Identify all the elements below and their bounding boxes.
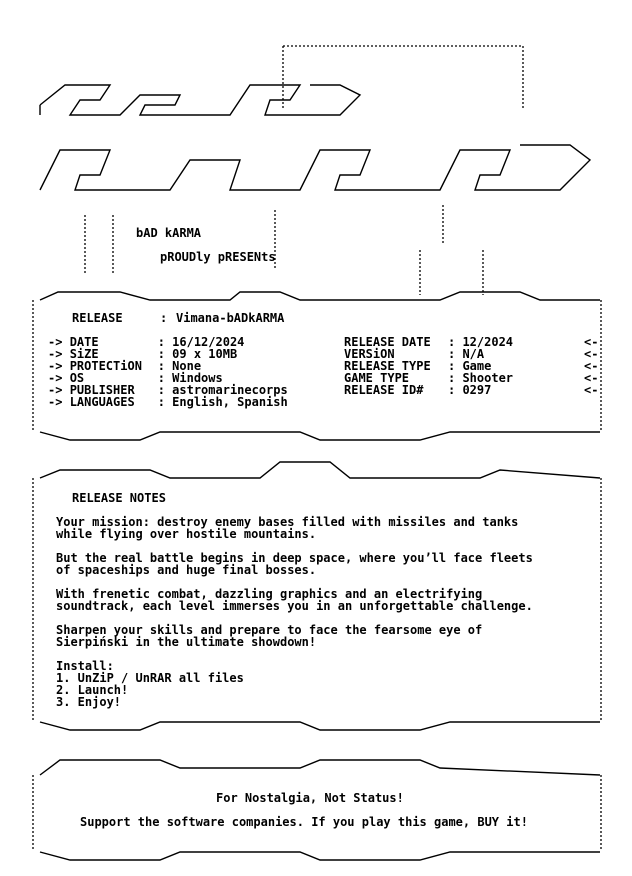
field-label: LANGUAGES [69,395,135,409]
field-value: Game [462,359,492,373]
arrow-left-icon: -> [48,371,63,385]
field-label: VERSiON [344,347,395,361]
field-label: PUBLISHER [69,383,135,397]
arrow-left-icon: -> [48,383,63,397]
field-row: -> PUBLISHER : astromarinecorps [48,383,288,397]
arrow-right-icon: <- [584,359,599,373]
release-heading-value: Vimana-bADkARMA [176,311,285,325]
release-notes-title: RELEASE NOTES [72,491,166,505]
arrow-left-icon: -> [48,335,63,349]
arrow-left-icon: -> [48,347,63,361]
field-value: N/A [462,347,485,361]
field-label: DATE [69,335,99,349]
field-label: PROTECTiON [69,359,142,373]
install-step: 1. UnZiP / UnRAR all files [56,671,244,685]
field-label: GAME TYPE [344,371,410,385]
logo-presents: pROUDly pRESENts [160,250,276,264]
notes-line: But the real battle begins in deep space, where you’ll face fleets [56,551,533,565]
notes-line: Sharpen your skills and prepare to face the fearsome eye of [56,623,483,637]
notes-line: soundtrack, each level immerses you in an unforgettable challenge. [56,599,533,613]
field-value: 12/2024 [462,335,514,349]
field-row: -> LANGUAGES : English, Spanish [48,395,288,409]
install-step: 3. Enjoy! [56,695,122,709]
field-row: -> PROTECTiON : None [48,359,202,373]
field-row: -> SiZE : 09 x 10MB [48,347,238,361]
arrow-left-icon: -> [48,395,63,409]
field-row: VERSiON : N/A [344,347,485,361]
field-row: RELEASE DATE : 12/2024 [344,335,514,349]
field-label: RELEASE TYPE [344,359,431,373]
field-row: RELEASE TYPE : Game [344,359,492,373]
notes-line: With frenetic combat, dazzling graphics and an electrifying [56,587,483,601]
field-label: SiZE [69,347,99,361]
field-row: GAME TYPE : Shooter [344,371,514,385]
field-value: Windows [172,371,223,385]
arrow-right-icon: <- [584,383,599,397]
field-value: 0297 [462,383,492,397]
notes-line: while flying over hostile mountains. [56,527,317,541]
field-row: -> DATE : 16/12/2024 [48,335,245,349]
arrow-right-icon: <- [584,347,599,361]
notes-line: Sierpiński in the ultimate showdown! [56,635,317,649]
release-heading-sep: : [160,311,168,325]
field-row: RELEASE ID# : 0297 [344,383,492,397]
field-label: RELEASE ID# [344,383,424,397]
field-label: OS [69,371,85,385]
field-value: Shooter [462,371,514,385]
arrow-right-icon: <- [584,335,599,349]
install-step: 2. Launch! [56,683,129,697]
notes-line: Your mission: destroy enemy bases filled with missiles and tanks [56,515,519,529]
footer-support: Support the software companies. If you play this game, BUY it! [80,815,528,829]
release-heading-label: RELEASE [72,311,123,325]
notes-line: of spaceships and huge final bosses. [56,563,317,577]
arrow-left-icon: -> [48,359,63,373]
logo-group-name: bAD kARMA [136,226,202,240]
field-value: 16/12/2024 [172,335,245,349]
field-value: astromarinecorps [172,383,288,397]
field-value: English, Spanish [172,395,288,409]
field-value: 09 x 10MB [172,347,238,361]
install-title: Install: [56,659,114,673]
field-row: -> OS : Windows [48,371,223,385]
footer-motto: For Nostalgia, Not Status! [216,791,404,805]
field-value: None [172,359,202,373]
arrow-right-icon: <- [584,371,599,385]
field-label: RELEASE DATE [344,335,431,349]
